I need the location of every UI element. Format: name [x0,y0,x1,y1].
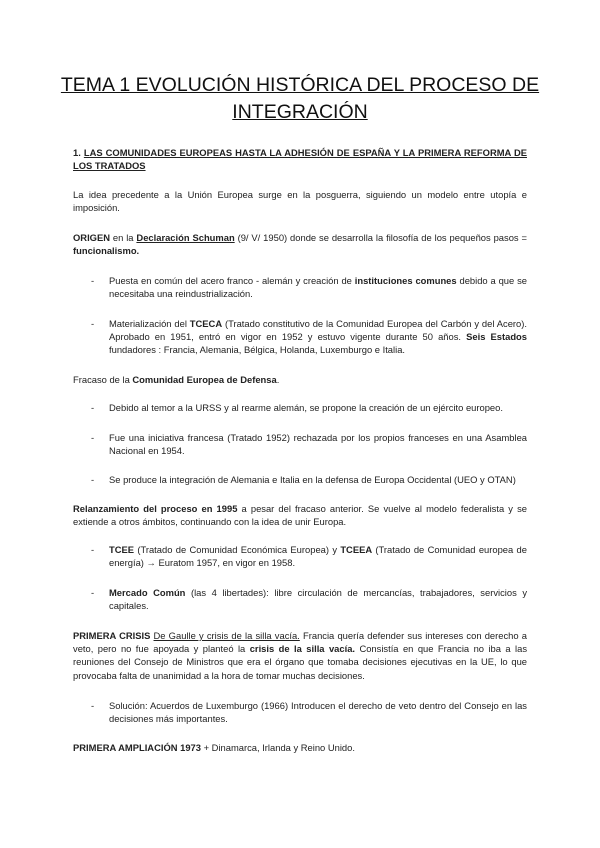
list-item [109,543,527,569]
crisis-paragraph [73,629,527,682]
title-line-2: INTEGRACIÓN [232,101,368,123]
list-item [109,586,527,612]
list-item: Se produce la integración de Alemania e Italia en la defensa de Europa Occidental (UEO y OTAN) [109,474,516,485]
list-item [109,274,527,300]
list-item: Solución: Acuerdos de Luxemburgo (1966) Introducen el derecho de veto dentro del Consejo en las decisiones más importantes. [109,700,527,725]
crisis-text: Francia quería defender sus intereses con derecho a veto, pero no fue apoyada y planteó la [73,630,527,655]
item-bold: Seis Estados [466,331,527,343]
item-bold: TCEEA [340,544,373,555]
fracaso-text: . [276,374,280,385]
fracaso-bold: Comunidad Europea de Defensa [132,374,277,385]
list-item [109,317,527,357]
fracaso-paragraph [73,373,527,386]
fracaso-text: Fracaso de la [73,374,133,385]
relanzamiento-paragraph [73,502,527,528]
item-bold: TCEE [109,544,135,555]
ampliacion-paragraph [73,741,527,754]
origen-text-1: en la [109,232,137,243]
item-bold: TCECA [189,318,223,329]
bullet-dash: - [91,432,95,443]
page-title [60,72,540,126]
intro-paragraph: La idea precedente a la Unión Europea surge en la posguerra, siguiendo un modelo entre utopía e imposición. [73,189,527,214]
item-bold: instituciones comunes [354,275,457,286]
item-bold: Mercado Común [109,587,186,598]
bullet-dash: - [91,318,95,329]
item-text: (las 4 libertades): libre circulación de mercancías, trabajadores, servicios y capitales. [109,587,528,612]
bullet-dash: - [91,402,95,413]
list-item: Fue una iniciativa francesa (Tratado 1952) rechazada por los propios franceses en una Asamblea Nacional en 1954. [109,432,527,457]
relanz-text: a pesar del fracaso anterior. Se vuelve al modelo federalista y se extiende a otros ámbitos, continuando con la idea de unir Europa. [73,503,527,528]
bullet-dash: - [91,544,95,555]
item-text: debido a que se necesitaba una reindustrialización. [109,275,527,300]
section-number: 1. [73,147,81,158]
origen-label: ORIGEN [73,232,110,243]
bullet-dash: - [91,474,95,485]
title-line-1: TEMA 1 EVOLUCIÓN HISTÓRICA DEL PROCESO DE [60,74,540,96]
funcionalismo: funcionalismo. [73,245,140,257]
crisis-bold: PRIMERA CRISIS [73,630,151,641]
bullet-dash: - [91,275,95,286]
ampliacion-text: + Dinamarca, Irlanda y Reino Unido. [200,742,355,753]
crisis-underlined: De Gaulle y crisis de la silla vacía. [153,630,300,641]
section-heading [73,146,527,172]
item-text: fundadores : Francia, Alemania, Bélgica, Holanda, Luxemburgo e Italia. [109,344,406,356]
relanz-bold: Relanzamiento del proceso en 1995 [73,503,238,514]
item-text: (Tratado de Comunidad europea de energía) → Euratom 1957, en vigor en 1958. [109,544,527,569]
origen-paragraph [73,231,527,257]
item-text: (Tratado constitutivo de la Comunidad Europea del Carbón y del Acero). Aprobado en 1951, entró en vigor en 1952 y estuvo vigente durante 50 años. [109,318,527,343]
item-text: Materialización del [109,318,190,329]
crisis-text: Consistía en que Francia no iba a las reuniones del Consejo de Ministros que era el órgano que tomaba decisiones ejecutivas en la UE, lo que provocaba falta de unanimidad a la hora de tomar muchas decisiones. [73,643,528,681]
ampliacion-bold: PRIMERA AMPLIACIÓN 1973 [73,742,201,753]
origen-text-2: (9/ V/ 1950) donde se desarrolla la filosofía de los pequeños pasos = [234,232,527,243]
bullet-dash: - [91,700,95,711]
item-text: (Tratado de Comunidad Económica Europea) y [134,544,341,555]
section-title: LAS COMUNIDADES EUROPEAS HASTA LA ADHESIÓN DE ESPAÑA Y LA PRIMERA REFORMA DE LOS TRATADOS [73,147,527,172]
crisis-bold: crisis de la silla vacía. [249,643,356,655]
bullet-dash: - [91,587,95,598]
list-item: Debido al temor a la URSS y al rearme alemán, se propone la creación de un ejército europeo. [109,402,503,413]
declaracion-schuman: Declaración Schuman [136,232,235,243]
item-text: Puesta en común del acero franco - alemán y creación de [109,275,355,286]
